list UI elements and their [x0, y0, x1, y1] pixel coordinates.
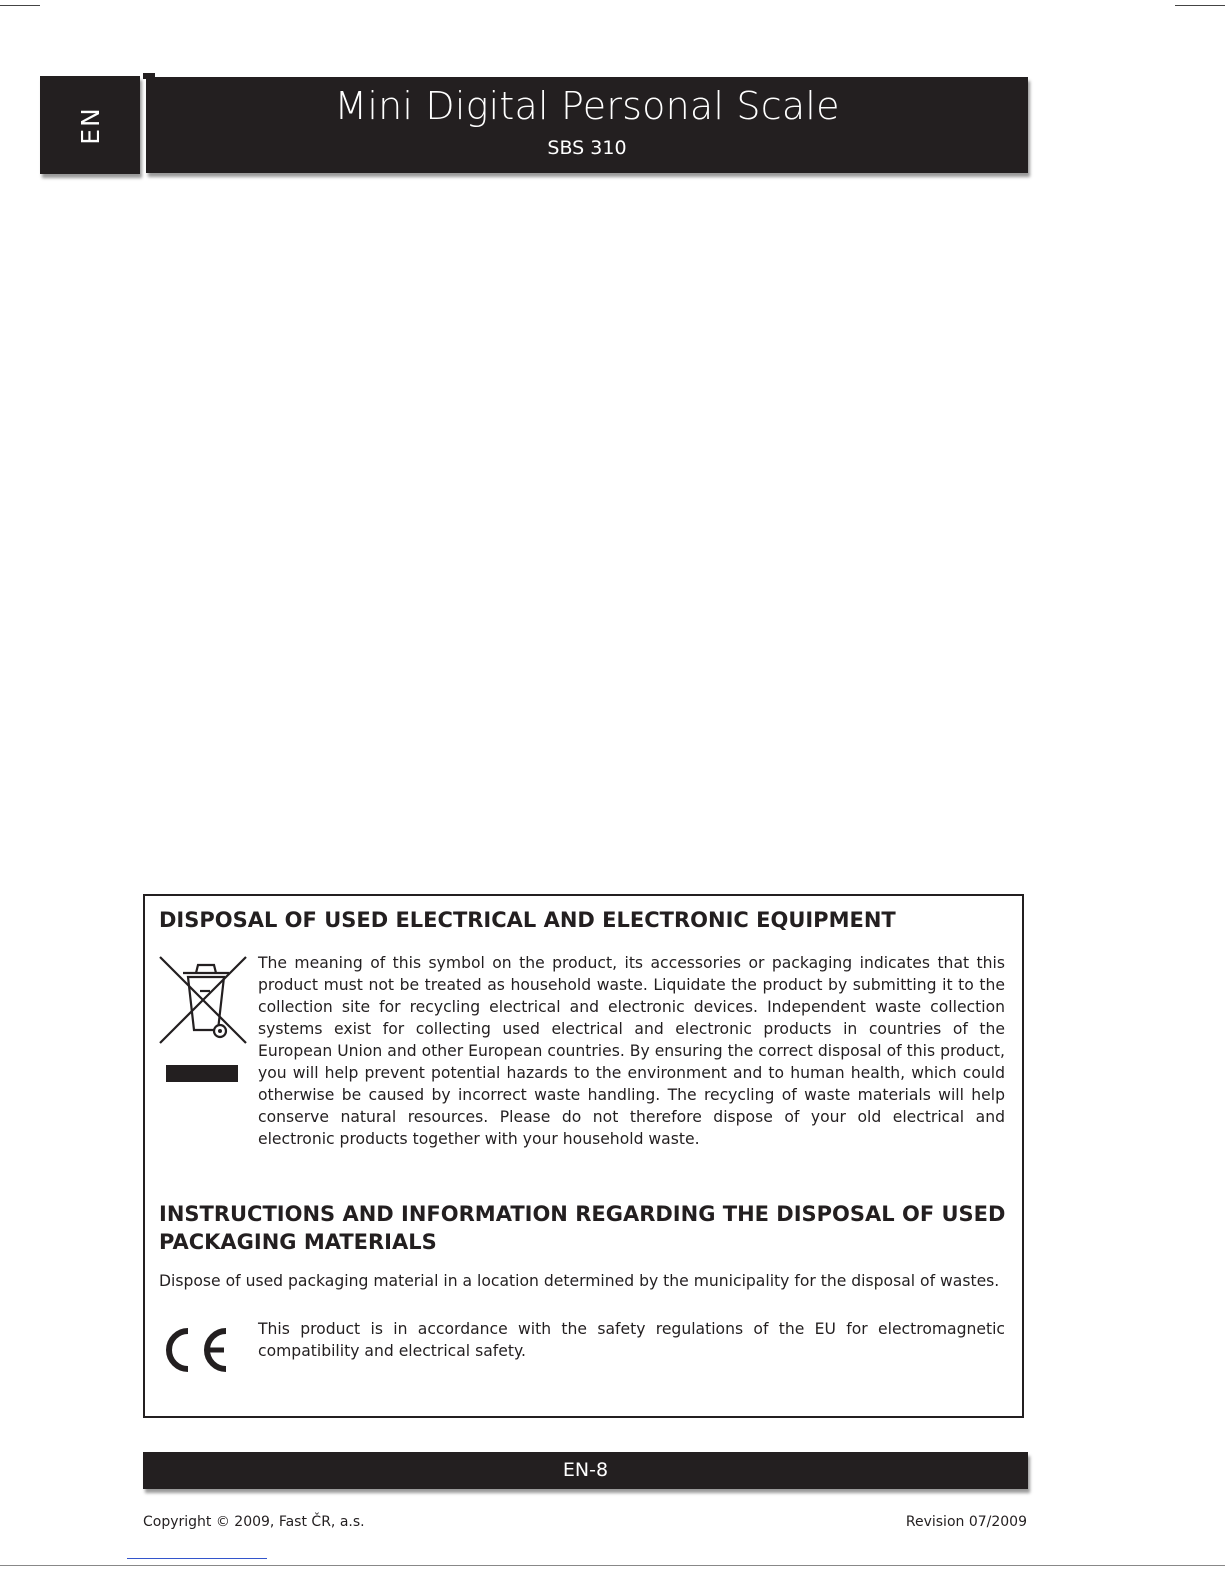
crop-mark — [0, 1565, 1225, 1566]
crop-mark — [127, 1558, 267, 1559]
language-label-wrap — [40, 76, 140, 174]
bin-underline-bar — [166, 1065, 238, 1082]
disposal-heading: DISPOSAL OF USED ELECTRICAL AND ELECTRONIC EQUIPMENT — [159, 908, 896, 932]
page-number: EN-8 — [562, 1459, 609, 1481]
packaging-heading-line2: PACKAGING MATERIALS — [159, 1230, 437, 1254]
language-label: EN — [75, 105, 105, 145]
packaging-heading-line1: INSTRUCTIONS AND INFORMATION REGARDING THE DISPOSAL OF USED — [159, 1202, 1006, 1226]
copyright-text: Copyright © 2009, Fast ČR, a.s. — [143, 1514, 365, 1530]
disposal-text: The meaning of this symbol on the product, its accessories or packaging indicates that this product must not be treated as household waste. Liquidate the product by submitting it to the collection site for recycling electrical and electronic devices. Independent waste collection systems exist for collecting used electrical and electronic products in countries of the European Union and other European countries. By ensuring the correct disposal of this product, you will help prevent potential hazards to the environment and to human health, which could otherwise be caused by incorrect waste handling. The recycling of waste materials will help conserve natural resources. Please do not therefore dispose of your old electrical and electronic products together with your household waste. — [258, 954, 1005, 1148]
packaging-text: Dispose of used packaging material in a location determined by the municipality for the disposal of wastes. — [159, 1272, 1000, 1290]
page-title: Mini Digital Personal Scale — [334, 84, 840, 128]
revision-text: Revision 07/2009 — [905, 1514, 1027, 1530]
crossed-out-bin-icon — [158, 955, 248, 1045]
ce-mark-icon — [162, 1325, 230, 1375]
crop-mark — [1175, 5, 1225, 6]
crop-mark — [0, 5, 40, 6]
model-number: SBS 310 — [547, 137, 627, 159]
ce-text: This product is in accordance with the safety regulations of the EU for electromagnetic compatibility and electrical safety. — [258, 1320, 1005, 1360]
